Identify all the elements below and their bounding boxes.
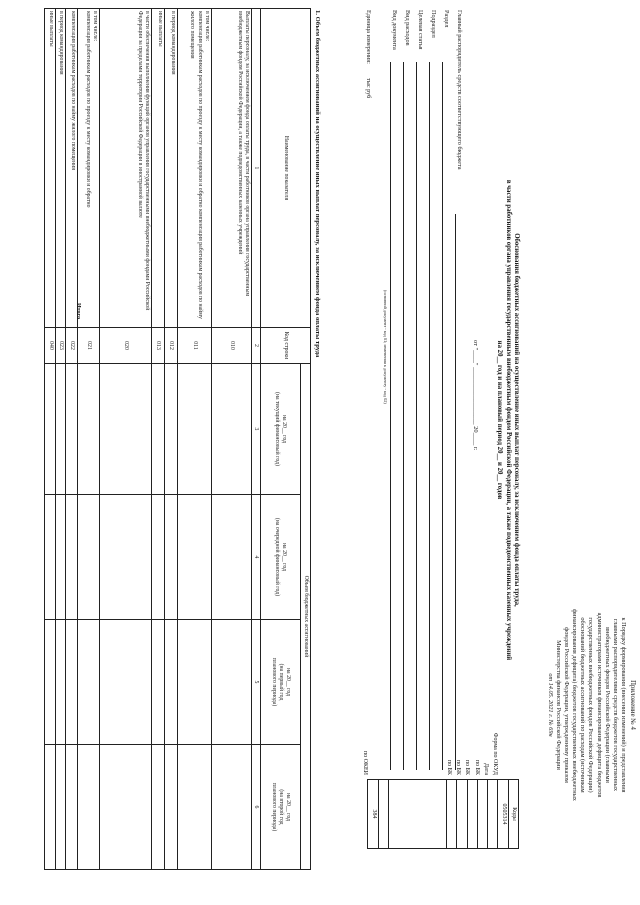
field-label-main-manager: Главный распорядитель средств соответствующего бюджета [456,10,463,170]
appendix-line: обоснований бюджетных ассигнований по расходам (источникам [579,617,587,793]
header-year-current-b: (на текущий финансовый год) [274,391,281,467]
row-code: 021 [77,328,99,364]
code-value-bk[interactable] [467,780,477,849]
budget-table [44,8,311,870]
header-year-plan1-c: планового периода) [270,657,277,707]
column-number: 3 [251,364,260,495]
column-number: 6 [251,745,260,870]
header-year-next-b: (на очередной финансовый год) [274,517,281,597]
row-code: 010 [211,328,251,364]
value-cell[interactable] [99,620,151,745]
appendix-block [545,545,636,865]
value-cell[interactable] [211,745,251,870]
field-line-main-manager[interactable] [455,214,456,770]
value-cell[interactable] [164,495,177,620]
value-cell[interactable] [45,364,55,495]
document-title [495,100,520,740]
code-label-bk: по БК [455,759,461,775]
appendix-line: Министерства финансов Российской Федерации [554,640,562,770]
code-label-date: Дата [483,763,489,775]
row-name: иные выплаты [151,9,164,328]
code-value-bk[interactable] [457,780,467,849]
header-volume: Объем бюджетных ассигнований [300,364,310,870]
value-cell[interactable] [164,745,177,870]
value-cell[interactable] [177,620,211,745]
code-value-bk[interactable] [446,780,456,849]
header-year-plan2 [260,745,300,870]
value-cell[interactable] [164,364,177,495]
value-cell[interactable] [211,364,251,495]
value-cell[interactable] [151,495,164,620]
total-label: Итого [75,303,81,320]
row-name: Выплаты персоналу, за исключением фонда оплаты труда, в части работников органа управления государственным внебюджетным фондом Российской Федерации, а также подведомственных казенных учреждений [211,9,251,328]
row-name: в том числе: компенсация работникам расходов по проезду к месту командировки и обратно компенсация работникам расходов по найму жилого помещения [177,9,211,328]
table-row [77,9,99,870]
row-code: 020 [99,328,151,364]
value-cell[interactable] [177,745,211,870]
field-label-razdel: Раздел [443,10,450,28]
value-cell[interactable] [177,495,211,620]
value-cell[interactable] [211,495,251,620]
value-cell[interactable] [211,620,251,745]
value-cell[interactable] [65,620,77,745]
column-number: 4 [251,495,260,620]
header-year-plan1 [260,620,300,745]
section-title: 1. Объем бюджетных ассигнований на осуществление иных выплат персоналу, за исключением фонда оплаты труда [314,10,321,358]
header-year-current [260,364,300,495]
row-name: в том числе: компенсация работникам расходов по проезду к месту командировки и обратно [77,9,99,328]
value-cell[interactable] [77,495,99,620]
appendix-signature: от 14.05. 2021 г. № 69н [546,673,554,737]
row-name: компенсация работникам расходов по найму жилого помещения [65,9,77,328]
table-row [151,9,164,870]
code-label-bk: по БК [464,759,470,775]
value-cell[interactable] [151,364,164,495]
row-code: 040 [45,328,55,364]
value-cell[interactable] [177,364,211,495]
appendix-line: государственных внебюджетных фондов Российской Федерации) [587,617,595,793]
appendix-line: к Порядку формирования (внесения изменений) и представления [620,617,628,793]
codes-table [367,779,519,849]
header-year-plan2-b: (на второй год [277,789,284,825]
code-label-okud: Форма по ОКУД [492,732,498,775]
value-cell[interactable] [77,745,99,870]
value-cell[interactable] [99,364,151,495]
code-value-blank[interactable] [388,780,446,849]
value-cell[interactable] [77,620,99,745]
value-cell[interactable] [99,495,151,620]
header-year-plan1-b: (на первый год [277,663,284,701]
value-cell[interactable] [55,745,65,870]
row-code: 013 [151,328,164,364]
row-name: в период командирования [164,9,177,328]
units-label: Единица измерения: [365,10,372,64]
header-year-next-a: на 20__ год [281,542,288,572]
column-numbers-row [251,9,260,870]
value-cell[interactable] [55,495,65,620]
title-line-2: в части работников органа управления государственным внебюджетным фондом Российской Федерации, а также подведомственных казенных учреждений [504,179,512,661]
code-label-bk: по БК [446,759,452,775]
row-code: 012 [164,328,177,364]
table-row [55,9,65,870]
table-row [65,9,77,870]
title-line-3: на 20__ год и на плановый период 20__ и 20__ годов [496,340,504,500]
value-cell[interactable] [55,620,65,745]
appendix-line: Приложение № 4 [629,680,636,730]
field-label-document-type: Вид документа [391,10,398,50]
document-type-note: (основной документ - код 01; изменения к документу - код 02) [383,290,388,404]
header-year-current-a: на 20__ год [281,414,288,444]
header-name: Наименование показателя [260,9,310,328]
header-year-plan1-a: на 20__ год [285,667,292,697]
appendix-line: финансирования дефицита) бюджетов государственных внебюджетных [571,609,579,801]
field-label-target-article: Целевая статья [417,10,424,50]
codes-header: Коды [508,780,518,849]
row-name: в части обеспечения выполнения функций органов управления государственными внебюджетными фондами Российской Федерации за пределами территории Российской Федерации в иностранной валюте [99,9,151,328]
code-label-okei: по ОКЕИ [362,750,368,775]
value-cell[interactable] [55,364,65,495]
table-row [99,9,151,870]
code-label-bk: по БК [474,759,480,775]
appendix-line: администраторами источников финансирования дефицита бюджетов [595,612,603,798]
field-label-expense-type: Вид расходов [404,10,411,46]
column-number: 2 [251,328,260,364]
row-code: 011 [177,328,211,364]
value-cell[interactable] [45,620,55,745]
code-value-date[interactable] [488,780,498,849]
code-value-bk[interactable] [477,780,487,849]
value-cell[interactable] [45,495,55,620]
table-row [45,9,55,870]
code-value-okud[interactable]: 0505314 [498,780,508,849]
value-cell[interactable] [77,364,99,495]
column-number: 5 [251,620,260,745]
field-line-podrazdel[interactable] [429,62,430,770]
table-row [211,9,251,870]
code-value-okei[interactable]: 384 [368,780,378,849]
title-line-1: Обоснования бюджетных ассигнований на осуществление иных выплат персоналу, за исключением фонда оплаты труда, [513,233,520,607]
table-row [177,9,211,870]
appendix-line: фондов Российской Федерации, утвержденному приказом [562,627,570,783]
date-line: от "____" __________________ 20____ г. [472,340,479,451]
header-code: Код строки [260,328,310,364]
header-year-next [260,495,300,620]
value-cell[interactable] [65,495,77,620]
row-code: 022 [65,328,77,364]
value-cell[interactable] [164,620,177,745]
field-label-podrazdel: Подраздел [430,10,437,38]
header-year-plan2-c: планового периода) [270,782,277,832]
appendix-line: главными распорядителями средств бюджетов государственных [612,618,619,791]
table-row [164,9,177,870]
row-name: в период командирования [55,9,65,328]
value-cell[interactable] [151,620,164,745]
header-year-plan2-a: на 20__ год [285,792,292,822]
column-number: 1 [251,9,260,328]
field-line-expense-type[interactable] [403,62,404,770]
field-line-document-type[interactable] [390,62,391,770]
code-value-blank[interactable] [378,780,388,849]
value-cell[interactable] [151,745,164,870]
units-value: тыс руб [365,78,372,99]
field-line-target-article[interactable] [416,62,417,770]
appendix-line: внебюджетных фондов Российской Федерации (главными [603,627,611,783]
value-cell[interactable] [65,364,77,495]
row-name: иные выплаты [45,9,55,328]
value-cell[interactable] [99,745,151,870]
field-line-razdel[interactable] [442,62,443,770]
row-code: 023 [55,328,65,364]
value-cell[interactable] [45,745,55,870]
value-cell[interactable] [65,745,77,870]
